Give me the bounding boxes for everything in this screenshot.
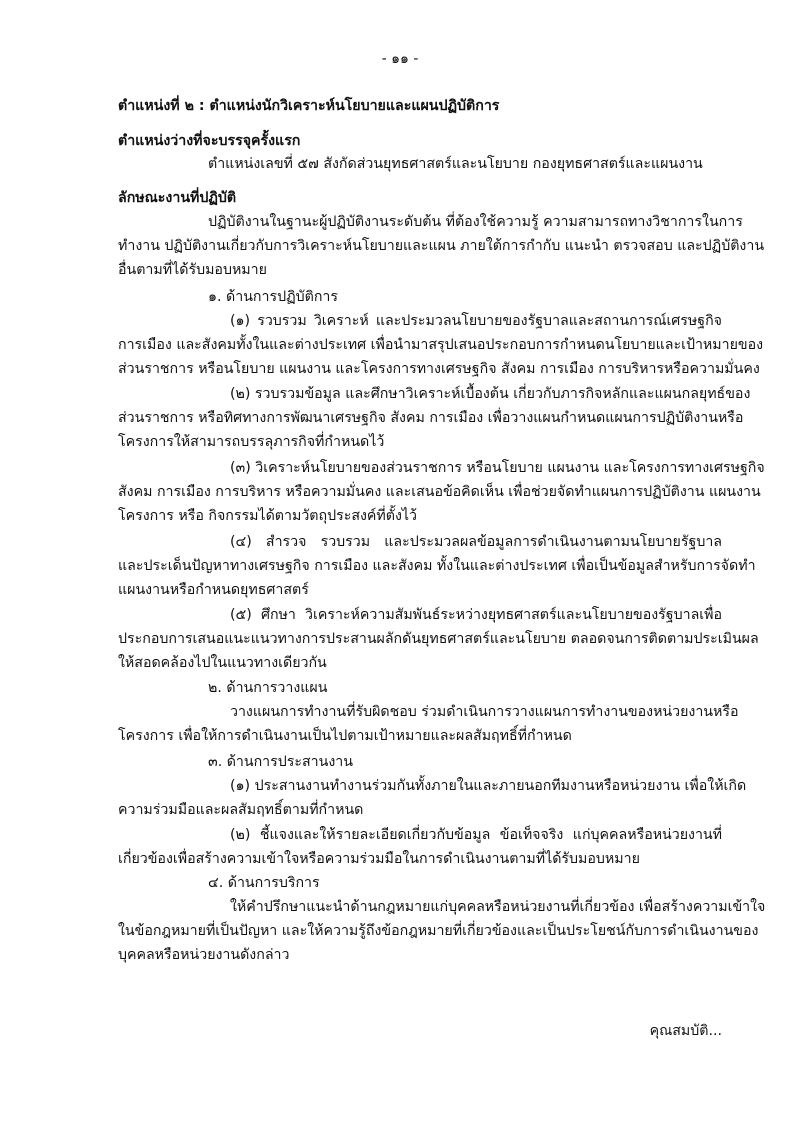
page-number: - ๑๑ - <box>381 51 419 67</box>
service-line: บุคคลหรือหน่วยงานดังกล่าว <box>118 947 290 963</box>
service-line: ให้คำปรึกษาแนะนำด้านกฎหมายแก่บุคคลหรือหน่วยงานที่เกี่ยวข้อง เพื่อสร้างความเข้าใจ <box>230 899 766 915</box>
operations-item-3-line: สังคม การเมือง การบริหาร หรือความมั่นคง และเสนอข้อคิดเห็น เพื่อช่วยจัดทำแผนการปฏิบัติงาน แผนงาน <box>118 484 761 500</box>
continuation-marker: คุณสมบัติ... <box>649 1023 722 1039</box>
operations-item-3-line: (๓) วิเคราะห์นโยบายของส่วนราชการ หรือนโยบาย แผนงาน และโครงการทางเศรษฐกิจ <box>230 460 765 476</box>
job-nature-heading: ลักษณะงานที่ปฏิบัติ <box>118 190 237 206</box>
operations-item-5-line: (๕) ศึกษา วิเคราะห์ความสัมพันธ์ระหว่างยุทธศาสตร์และนโยบายของรัฐบาลเพื่อ <box>230 607 722 623</box>
operations-item-4-line: (๔) สำรวจ รวบรวม และประมวลผลข้อมูลการดำเนินงานตามนโยบายรัฐบาล <box>230 534 722 550</box>
operations-item-3-line: โครงการ หรือ กิจกรรมได้ตามวัตถุประสงค์ที่ตั้งไว้ <box>118 508 418 524</box>
operations-item-1-line: การเมือง และสังคมทั้งในและต่างประเทศ เพื่อนำมาสรุปเสนอประกอบการกำหนดนโยบายและเป้าหมายของ <box>118 337 764 353</box>
vacancy-heading: ตำแหน่งว่างที่จะบรรจุครั้งแรก <box>118 133 301 149</box>
service-line: ในข้อกฎหมายที่เป็นปัญหา และให้ความรู้ถึงข้อกฎหมายที่เกี่ยวข้องและเป็นประโยชน์กับการดำเนินงานของ <box>118 923 759 939</box>
coordination-item-2-line: เกี่ยวข้องเพื่อสร้างความเข้าใจหรือความร่วมมือในการดำเนินงานตามที่ได้รับมอบหมาย <box>118 851 640 867</box>
job-nature-line: ทำงาน ปฏิบัติงานเกี่ยวกับการวิเคราะห์นโยบายและแผน ภายใต้การกำกับ แนะนำ ตรวจสอบ และปฏิบัติงาน <box>118 238 765 254</box>
operations-item-4-line: และประเด็นปัญหาทางเศรษฐกิจ การเมือง และสังคม ทั้งในและต่างประเทศ เพื่อเป็นข้อมูลสำหรับการจัดทำ <box>118 558 756 574</box>
section-title-coordination: ๓. ด้านการประสานงาน <box>208 754 353 770</box>
coordination-item-1-line: (๑) ประสานงานทำงานร่วมกันทั้งภายในและภายนอกทีมงานหรือหน่วยงาน เพื่อให้เกิด <box>230 778 747 794</box>
operations-item-1-line: (๑) รวบรวม วิเคราะห์ และประมวลนโยบายของรัฐบาลและสถานการณ์เศรษฐกิจ <box>230 313 722 329</box>
section-title-service: ๔. ด้านการบริการ <box>208 875 320 891</box>
job-nature-line: ปฏิบัติงานในฐานะผู้ปฏิบัติงานระดับต้น ที่ต้องใช้ความรู้ ความสามารถทางวิชาการในการ <box>208 214 743 230</box>
operations-item-4-line: แผนงานหรือกำหนดยุทธศาสตร์ <box>118 582 309 598</box>
section-title-planning: ๒. ด้านการวางแผน <box>208 680 328 696</box>
operations-item-2-line: (๒) รวบรวมข้อมูล และศึกษาวิเคราะห์เบื้องต้น เกี่ยวกับภารกิจหลักและแผนกลยุทธ์ของ <box>230 386 751 402</box>
operations-item-2-line: โครงการให้สามารถบรรลุภารกิจที่กำหนดไว้ <box>118 434 385 450</box>
section-title-operations: ๑. ด้านการปฏิบัติการ <box>208 289 339 305</box>
coordination-item-1-line: ความร่วมมือและผลสัมฤทธิ์ตามที่กำหนด <box>118 802 364 818</box>
operations-item-1-line: ส่วนราชการ หรือนโยบาย แผนงาน และโครงการทางเศรษฐกิจ สังคม การเมือง การบริหารหรือความมั่นคง <box>118 361 760 377</box>
job-nature-line: อื่นตามที่ได้รับมอบหมาย <box>118 262 267 278</box>
coordination-item-2-line: (๒) ชี้แจงและให้รายละเอียดเกี่ยวกับข้อมูล ข้อเท็จจริง แก่บุคคลหรือหน่วยงานที่ <box>230 827 722 843</box>
operations-item-5-line: ประกอบการเสนอแนะแนวทางการประสานผลักดันยุทธศาสตร์และนโยบาย ตลอดจนการติดตามประเมินผล <box>118 631 759 647</box>
vacancy-detail: ตำแหน่งเลขที่ ๕๗ สังกัดส่วนยุทธศาสตร์และนโยบาย กองยุทธศาสตร์และแผนงาน <box>208 156 703 172</box>
planning-line: โครงการ เพื่อให้การดำเนินงานเป็นไปตามเป้าหมายและผลสัมฤทธิ์ที่กำหนด <box>118 728 572 744</box>
position-heading: ตำแหน่งที่ ๒ : ตำแหน่งนักวิเคราะห์นโยบายและแผนปฏิบัติการ <box>118 98 500 114</box>
operations-item-5-line: ให้สอดคล้องไปในแนวทางเดียวกัน <box>118 655 327 671</box>
operations-item-2-line: ส่วนราชการ หรือทิศทางการพัฒนาเศรษฐกิจ สังคม การเมือง เพื่อวางแผนกำหนดแผนการปฏิบัติงานหรือ <box>118 410 744 426</box>
planning-line: วางแผนการทำงานที่รับผิดชอบ ร่วมดำเนินการวางแผนการทำงานของหน่วยงานหรือ <box>230 704 739 720</box>
